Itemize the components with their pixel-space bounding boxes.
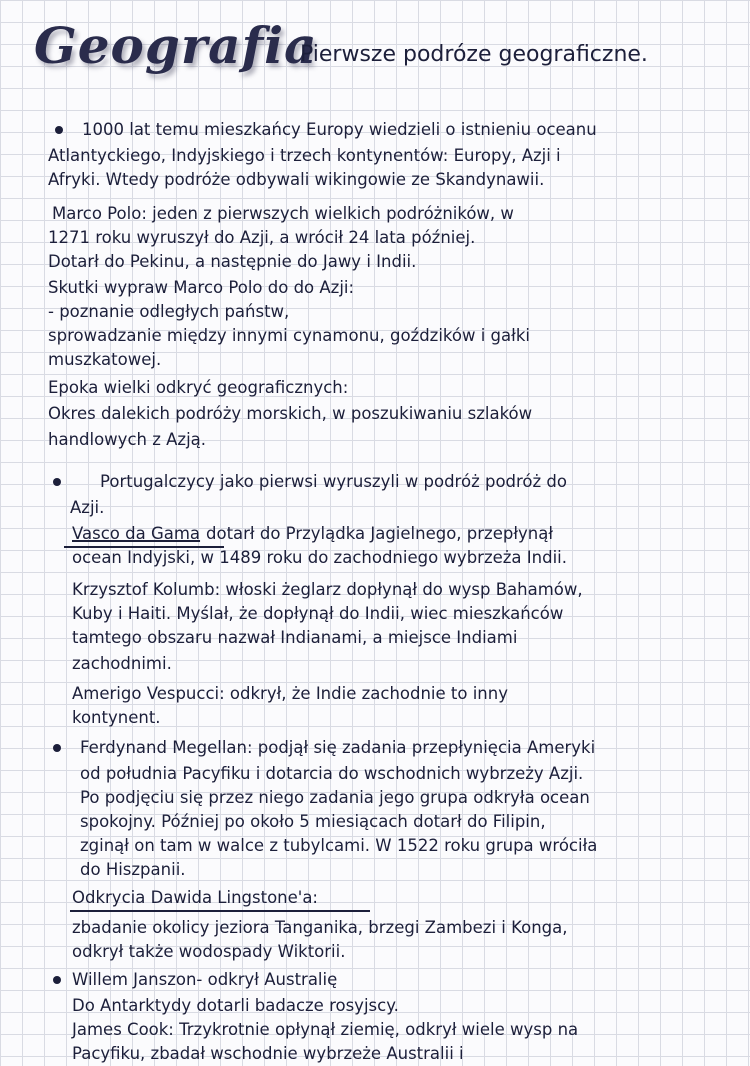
text-line: Portugalczycy jako pierwsi wyruszyli w podróż podróż do: [100, 472, 568, 491]
text-line: Kuby i Haiti. Myślał, że dopłynął do Indii, wiec mieszkańców: [72, 604, 564, 623]
text-line: Odkrycia Dawida Lingstone'a:: [72, 888, 318, 907]
text-line: ocean Indyjski, w 1489 roku do zachodniego wybrzeża Indii.: [72, 548, 567, 567]
text-line: dotarł do Przylądka Jagielnego, przepłynął: [206, 524, 554, 543]
divider-line: [70, 910, 370, 912]
text-line: James Cook: Trzykrotnie opłynął ziemię, odkrył wiele wysp na: [72, 1020, 579, 1039]
text-line: zbadanie okolicy jeziora Tanganika, brzegi Zambezi i Konga,: [72, 918, 568, 937]
text-line: Po podjęciu się przez niego zadania jego grupa odkryła ocean: [80, 788, 590, 807]
text-line: odkrył także wodospady Wiktorii.: [72, 942, 346, 961]
text-line: Marco Polo: jeden z pierwszych wielkich podróżników, w: [52, 204, 514, 223]
text-line: Azji.: [70, 498, 105, 517]
text-line: 1271 roku wyruszył do Azji, a wrócił 24 lata później.: [48, 228, 476, 247]
text-line: do Hiszpanii.: [80, 860, 186, 879]
bullet-dot: [53, 976, 61, 984]
text-line: zachodnimi.: [72, 654, 172, 673]
bullet-dot: [53, 478, 61, 486]
text-line: Dotarł do Pekinu, a następnie do Jawy i Indii.: [48, 252, 417, 271]
text-line: sprowadzanie między innymi cynamonu, goździków i gałki: [48, 326, 530, 345]
text-line: Willem Janszon- odkrył Australię: [72, 970, 338, 989]
text-line: Do Antarktydy dotarli badacze rosyjscy.: [72, 996, 399, 1015]
text-line: od południa Pacyfiku i dotarcia do wschodnich wybrzeży Azji.: [80, 764, 584, 783]
text-line: muszkatowej.: [48, 350, 162, 369]
text-line: Epoka wielki odkryć geograficznych:: [48, 378, 349, 397]
text-line: spokojny. Później po około 5 miesiącach dotarł do Filipin,: [80, 812, 546, 831]
text-line: kontynent.: [72, 708, 161, 727]
text-line: Skutki wypraw Marco Polo do do Azji:: [48, 278, 355, 297]
page-subtitle: Pierwsze podróze geograficzne.: [300, 42, 648, 67]
text-line: tamtego obszaru nazwał Indianami, a miejsce Indiami: [72, 628, 518, 647]
text-line: handlowych z Azją.: [48, 430, 207, 449]
text-line: Ferdynand Megellan: podjął się zadania przepłynięcia Ameryki: [80, 738, 596, 757]
page-title: Geografia: [34, 16, 318, 75]
text-line: Pacyfiku, zbadał wschodnie wybrzeże Australii i: [72, 1044, 464, 1063]
text-line: Okres dalekich podróży morskich, w poszukiwaniu szlaków: [48, 404, 533, 423]
text-line: - poznanie odległych państw,: [48, 302, 290, 321]
text-line: Amerigo Vespucci: odkrył, że Indie zachodnie to inny: [72, 684, 508, 703]
bullet-dot: [55, 126, 63, 134]
text-line-underlined: Vasco da Gama: [72, 524, 201, 543]
text-line: zginął on tam w walce z tubylcami. W 1522 roku grupa wróciła: [80, 836, 598, 855]
bullet-dot: [53, 744, 61, 752]
text-line: Krzysztof Kolumb: włoski żeglarz dopłynął do wysp Bahamów,: [72, 580, 583, 599]
text-line: 1000 lat temu mieszkańcy Europy wiedzieli o istnieniu oceanu: [82, 120, 597, 139]
text-line: Atlantyckiego, Indyjskiego i trzech kontynentów: Europy, Azji i: [48, 146, 561, 165]
text-line: Afryki. Wtedy podróże odbywali wikingowie ze Skandynawii.: [48, 170, 545, 189]
